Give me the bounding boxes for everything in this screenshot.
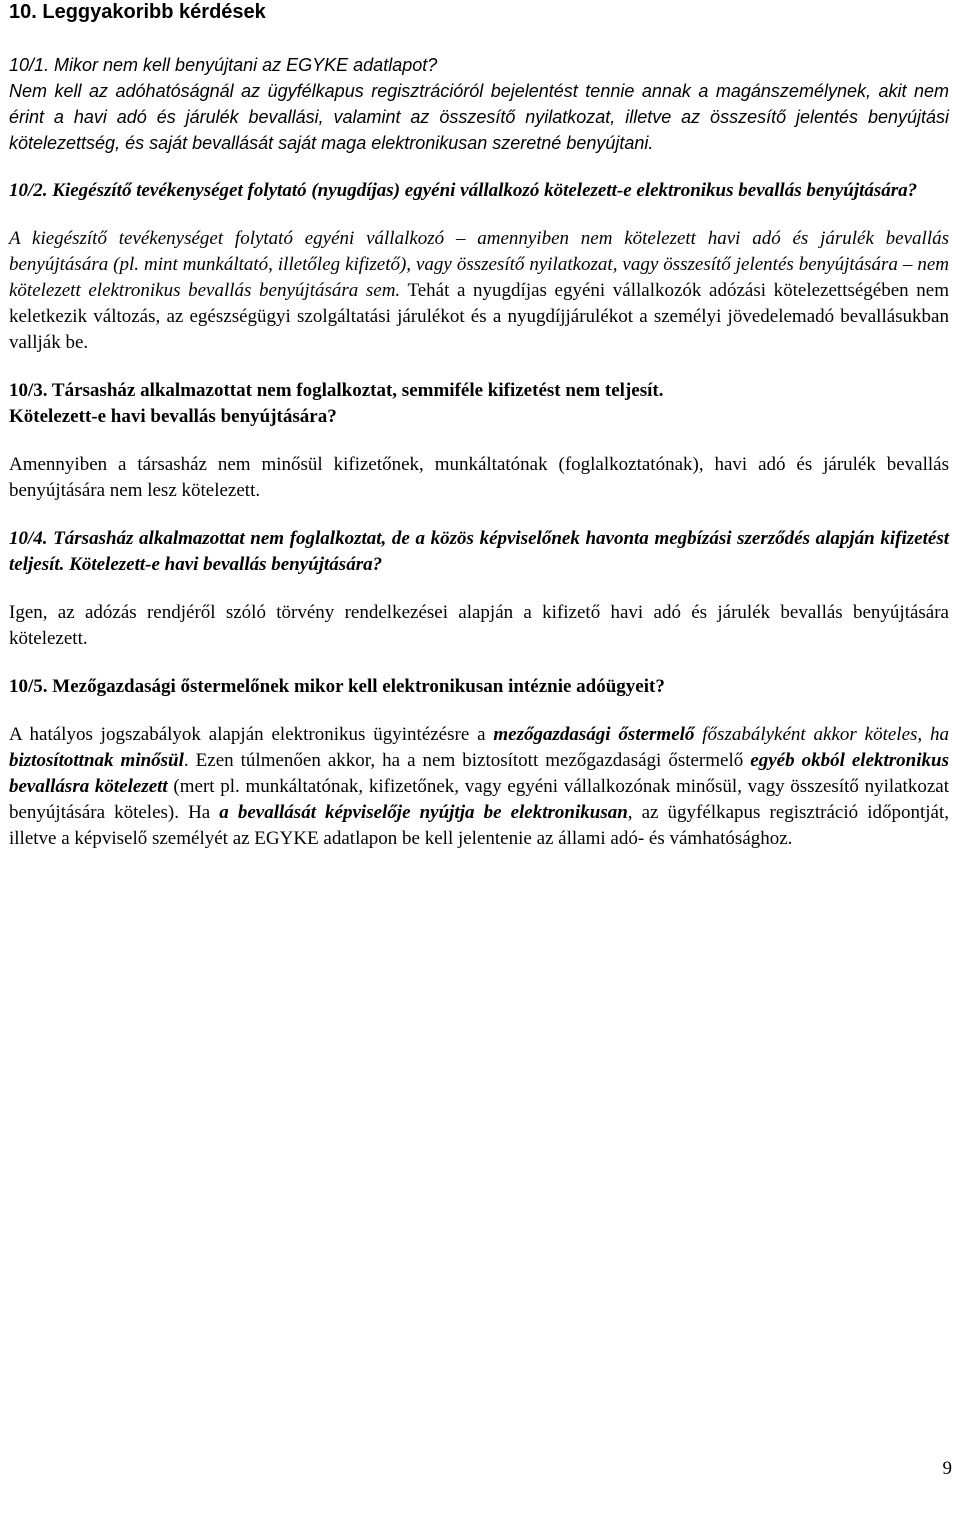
- q5-answer-part-1: A hatályos jogszabályok alapján elektronikus ügyintézésre a: [9, 724, 494, 745]
- question-3-title: [9, 378, 949, 430]
- q5-answer-part-4: (mert pl. munkáltatónak, kifizetőnek, vagy egyéni vállalkozónak minősül, vagy összesítő nyilatkozat benyújtására köteles). Ha: [9, 776, 949, 823]
- q5-answer-part-2: főszabályként akkor köteles, ha: [694, 724, 949, 745]
- page-number: 9: [942, 1458, 952, 1479]
- q5-answer-bold-4: a bevallását képviselője nyújtja be elektronikusan: [219, 802, 628, 823]
- q5-answer-bold-3: egyéb okból elektronikus bevallásra kötelezett: [9, 750, 949, 797]
- question-2-answer: [9, 226, 949, 356]
- section-heading: 10. Leggyakoribb kérdések: [9, 1, 266, 23]
- question-3-title-line1: 10/3. Társasház alkalmazottat nem foglalkoztat, semmiféle kifizetést nem teljesít.: [9, 380, 664, 401]
- question-5-answer: [9, 722, 949, 852]
- question-3-title-line2: Kötelezett-e havi bevallás benyújtására?: [9, 406, 337, 427]
- question-2-answer-rest: Tehát a nyugdíjas egyéni vállalkozók adózási kötelezettségében nem keletkezik változás, az egészségügyi szolgáltatási járulékot és a nyugdíjjárulékot a személyi jövedelemadó bevallásukban vallják be.: [9, 280, 949, 353]
- q5-answer-bold-2: biztosítottnak minősül: [9, 750, 184, 771]
- question-5-title-text: 10/5. Mezőgazdasági őstermelőnek mikor kell elektronikusan intéznie adóügyeit?: [9, 676, 665, 697]
- question-4-answer: Igen, az adózás rendjéről szóló törvény rendelkezései alapján a kifizető havi adó és járulék bevallás benyújtására kötelezett.: [9, 602, 949, 649]
- question-2-title: [9, 178, 949, 204]
- question-2-number: 10/2.: [9, 180, 48, 201]
- q5-answer-part-5: , az ügyfélkapus regisztráció időpontját, illetve a képviselő személyét az EGYKE adatlapon be kell jelentenie az állami adó- és vámhatósághoz.: [9, 802, 949, 849]
- q5-answer-part-3: . Ezen túlmenően akkor, ha a nem biztosított mezőgazdasági őstermelő: [183, 750, 751, 771]
- q5-answer-bold-1: mezőgazdasági őstermelő: [493, 724, 695, 745]
- question-5-title: [9, 674, 949, 700]
- document-page: [9, 0, 949, 852]
- question-1-title: 10/1. Mikor nem kell benyújtani az EGYKE adatlapot?: [9, 55, 438, 75]
- question-2-answer-italic: A kiegészítő tevékenységet folytató egyéni vállalkozó – amennyiben nem kötelezett havi adó és járulék bevallás benyújtására (pl. mint munkáltató, illetőleg kifizető), vagy összesítő nyilatkozat, vagy összesítő jelentés benyújtására – nem kötelezett elektronikus bevallás benyújtására sem.: [9, 228, 949, 301]
- question-3-answer: Amennyiben a társasház nem minősül kifizetőnek, munkáltatónak (foglalkoztatónak), havi adó és járulék bevallás benyújtására nem lesz kötelezett.: [9, 454, 949, 501]
- question-2-text: Kiegészítő tevékenységet folytató (nyugdíjas) egyéni vállalkozó kötelezett-e elektronikus bevallás benyújtására?: [52, 180, 918, 201]
- question-4-title: 10/4. Társasház alkalmazottat nem foglalkoztat, de a közös képviselőnek havonta megbízási szerződés alapján kifizetést teljesít. Kötelezett-e havi bevallás benyújtására?: [9, 528, 949, 575]
- question-1-answer: Nem kell az adóhatóságnál az ügyfélkapus regisztrációról bejelentést tennie annak a magánszemélynek, akit nem érint a havi adó és járulék bevallási, valamint az összesítő nyilatkozat, illetve az összesítő jelentés benyújtási kötelezettség, és saját bevallását saját maga elektronikusan szeretné benyújtani.: [9, 81, 949, 153]
